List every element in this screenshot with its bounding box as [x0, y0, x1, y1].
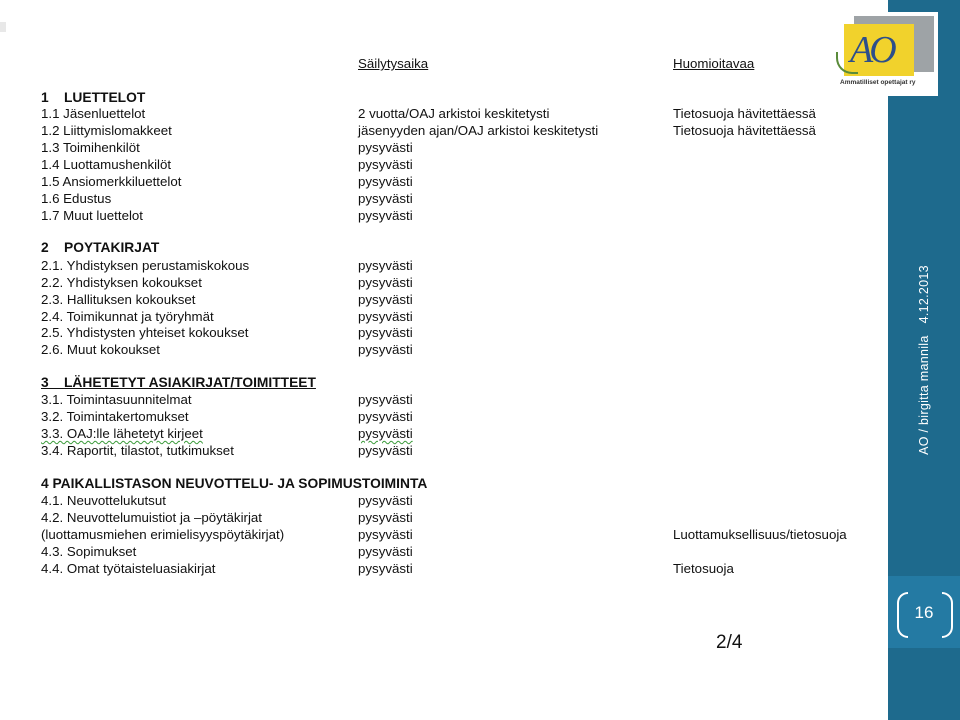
row-time: pysyvästi [358, 275, 413, 290]
row-time: pysyvästi [358, 292, 413, 307]
section-title: 4 PAIKALLISTASON NEUVOTTELU- JA SOPIMUSTOIMINTA [41, 476, 428, 491]
row-name: 2.5. Yhdistysten yhteiset kokoukset [41, 325, 249, 340]
row-name: 4.1. Neuvottelukutsut [41, 493, 166, 508]
row-name: 1.6 Edustus [41, 191, 112, 206]
row-name: 4.4. Omat työtaisteluasiakirjat [41, 561, 216, 576]
row-name: 1.1 Jäsenluettelot [41, 106, 146, 121]
logo-mark: AO [850, 29, 893, 71]
row-time: pysyvästi [358, 561, 413, 576]
row-name: 1.7 Muut luettelot [41, 208, 144, 223]
row-time: pysyvästi [358, 140, 413, 155]
row-name: 1.5 Ansiomerkkiluettelot [41, 174, 182, 189]
logo-caption: Ammatilliset opettajat ry [840, 79, 916, 86]
row-name: 2.3. Hallituksen kokoukset [41, 292, 196, 307]
row-name: (luottamusmiehen erimielisyyspöytäkirjat) [41, 527, 285, 542]
sidebar-footer [917, 265, 931, 455]
row-note: Luottamuksellisuus/tietosuoja [673, 527, 847, 542]
row-name: 2.4. Toimikunnat ja työryhmät [41, 309, 214, 324]
row-note: Tietosuoja hävitettäessä [673, 106, 816, 121]
row-time: pysyvästi [358, 157, 413, 172]
section-title: 1 LUETTELOT [41, 90, 146, 105]
row-name: 2.1. Yhdistyksen perustamiskokous [41, 258, 250, 273]
date-text: 4.12.2013 [917, 265, 931, 324]
row-time: pysyvästi [358, 208, 413, 223]
row-note: Tietosuoja [673, 561, 734, 576]
row-name: 1.4 Luottamushenkilöt [41, 157, 172, 172]
row-name: 4.3. Sopimukset [41, 544, 137, 559]
row-time: pysyvästi [358, 409, 413, 424]
row-name: 2.2. Yhdistyksen kokoukset [41, 275, 202, 290]
row-time: 2 vuotta/OAJ arkistoi keskitetysti [358, 106, 550, 121]
row-name: 3.2. Toimintakertomukset [41, 409, 189, 424]
row-name: 3.1. Toimintasuunnitelmat [41, 392, 192, 407]
section-title: 3 LÄHETETYT ASIAKIRJAT/TOIMITTEET [41, 375, 316, 390]
row-time: pysyvästi [358, 325, 413, 340]
row-time: pysyvästi [358, 191, 413, 206]
page-number: 16 [914, 603, 934, 622]
row-name: 2.6. Muut kokoukset [41, 342, 160, 357]
section-title: 2 POYTAKIRJAT [41, 240, 160, 255]
header-retention-time: Säilytysaika [358, 56, 429, 71]
row-name: 3.3. OAJ:lle lähetetyt kirjeet [41, 426, 203, 441]
row-time: pysyvästi [358, 174, 413, 189]
row-time: pysyvästi [358, 426, 413, 441]
header-notes: Huomioitavaa [673, 56, 755, 71]
row-time: pysyvästi [358, 544, 413, 559]
scan-corner [0, 22, 6, 32]
row-time: pysyvästi [358, 527, 413, 542]
row-time: pysyvästi [358, 493, 413, 508]
row-time: pysyvästi [358, 510, 413, 525]
row-time: pysyvästi [358, 309, 413, 324]
row-note: Tietosuoja hävitettäessä [673, 123, 816, 138]
logo [832, 12, 938, 96]
row-name: 1.2 Liittymislomakkeet [41, 123, 172, 138]
row-name: 1.3 Toimihenkilöt [41, 140, 140, 155]
row-time: jäsenyyden ajan/OAJ arkistoi keskitetysti [358, 123, 599, 138]
author-text: AO / birgitta mannila [917, 335, 931, 455]
row-name: 4.2. Neuvottelumuistiot ja –pöytäkirjat [41, 510, 262, 525]
row-time: pysyvästi [358, 443, 413, 458]
row-time: pysyvästi [358, 258, 413, 273]
row-time: pysyvästi [358, 342, 413, 357]
slide-fraction: 2/4 [716, 632, 743, 653]
row-time: pysyvästi [358, 392, 413, 407]
row-name: 3.4. Raportit, tilastot, tutkimukset [41, 443, 234, 458]
